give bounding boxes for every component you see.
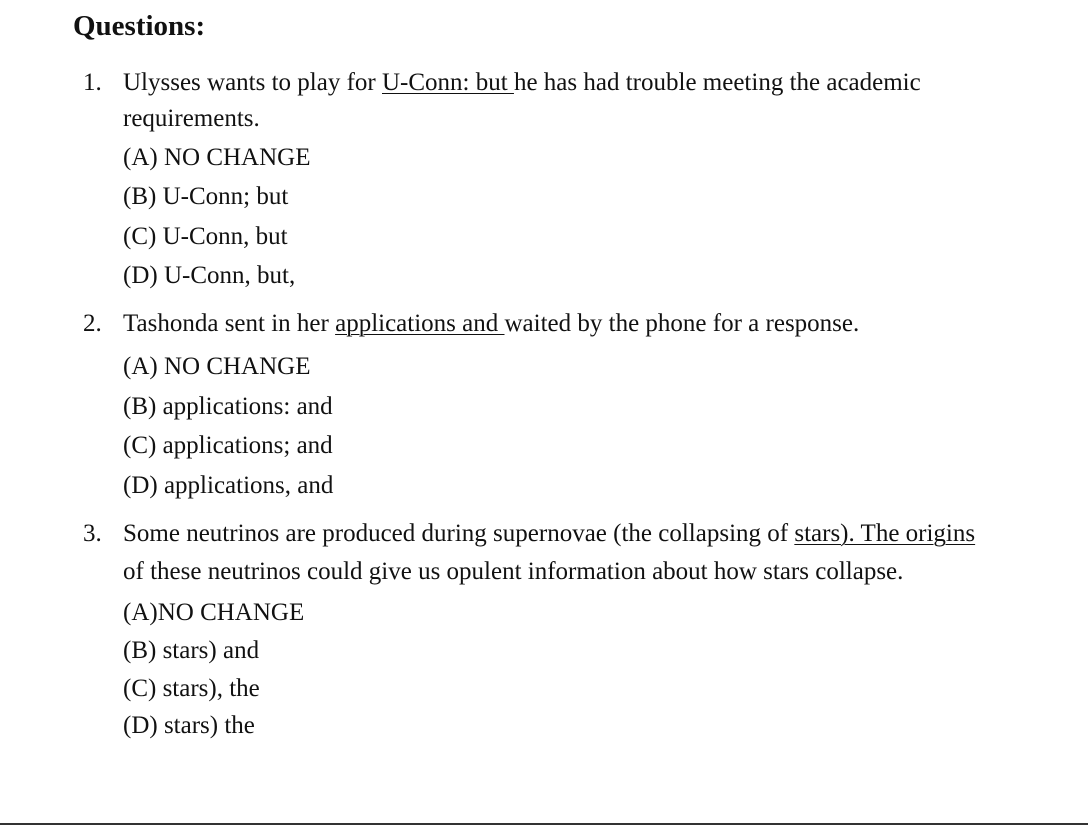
stem-text: Ulysses wants to play for (123, 69, 382, 96)
question-stem-line-1 (123, 519, 975, 549)
question-stem-line-1 (123, 68, 921, 98)
answer-option-c[interactable]: (C) applications; and (123, 432, 333, 459)
underlined-portion: applications and (335, 310, 505, 337)
answer-option-c[interactable]: (C) stars), the (123, 675, 260, 702)
underlined-portion: stars). The origins (794, 520, 976, 547)
answer-option-d[interactable]: (D) stars) the (123, 712, 255, 739)
answer-option-a[interactable]: (A) NO CHANGE (123, 144, 311, 171)
answer-option-b[interactable]: (B) applications: and (123, 393, 333, 420)
question-number: 3. (83, 520, 102, 547)
question-number: 2. (83, 310, 102, 337)
answer-option-d[interactable]: (D) applications, and (123, 472, 334, 499)
answer-option-b[interactable]: (B) stars) and (123, 637, 260, 664)
question-number: 1. (83, 69, 102, 96)
stem-text: he has had trouble meeting the academic (513, 69, 921, 96)
answer-option-a[interactable]: (A) NO CHANGE (123, 353, 311, 380)
answer-option-d[interactable]: (D) U-Conn, but, (123, 262, 296, 289)
page-title: Questions: (73, 10, 206, 42)
answer-option-b[interactable]: (B) U-Conn; but (123, 183, 289, 210)
bottom-divider (0, 823, 1088, 825)
question-stem-line-2: requirements. (123, 105, 260, 132)
question-stem-line-1 (123, 309, 859, 339)
stem-text: Tashonda sent in her (123, 310, 336, 337)
question-stem-line-2: of these neutrinos could give us opulent information about how stars collapse. (123, 558, 904, 585)
answer-option-a[interactable]: (A)NO CHANGE (123, 599, 305, 626)
answer-option-c[interactable]: (C) U-Conn, but (123, 223, 288, 250)
stem-text: Some neutrinos are produced during supernovae (the collapsing of (123, 520, 795, 547)
stem-text: waited by the phone for a response. (504, 310, 860, 337)
underlined-portion: U-Conn: but (382, 69, 514, 96)
